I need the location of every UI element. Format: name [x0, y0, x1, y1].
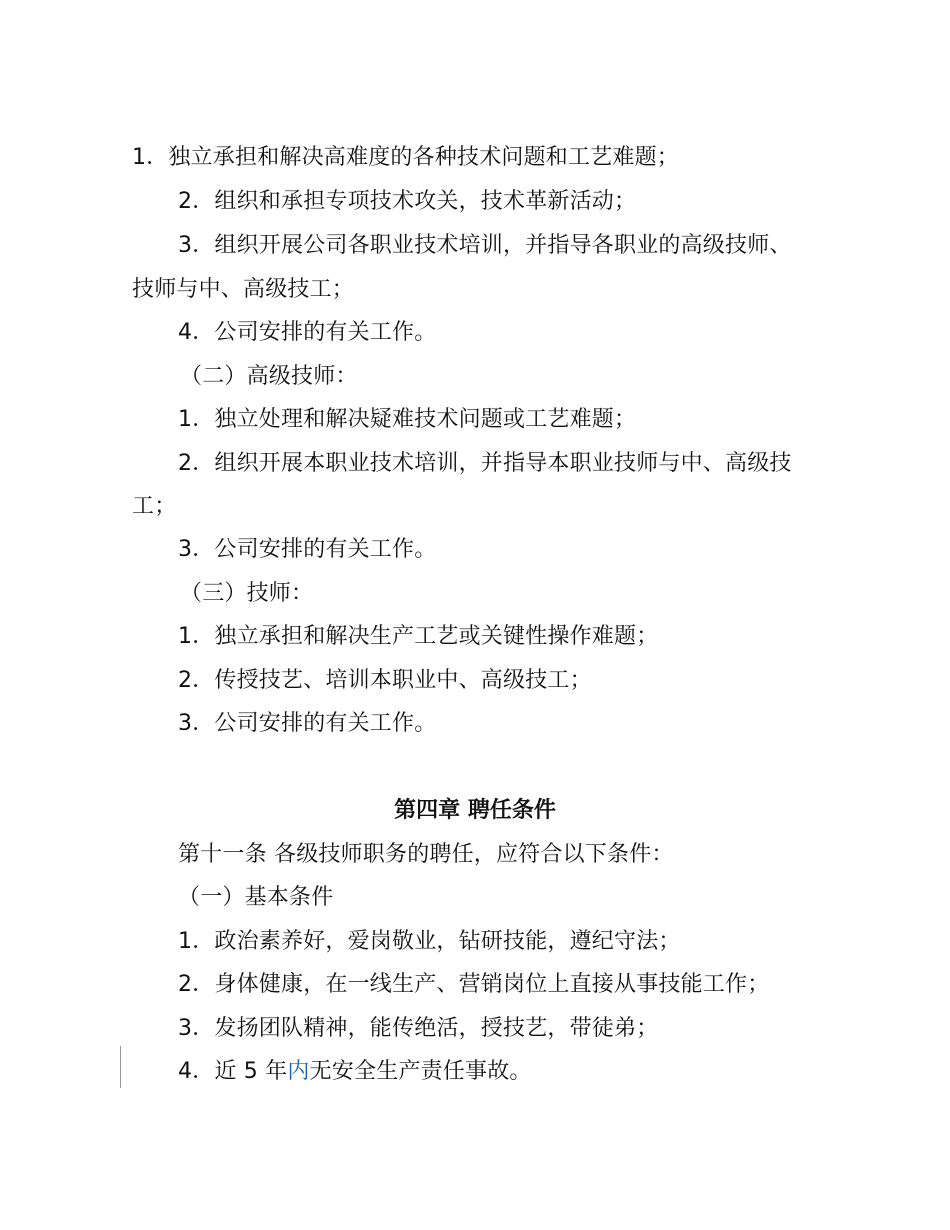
technician-duty-line-3: 3．公司安排的有关工作。: [178, 711, 437, 736]
duty-line-2: 2．组织和承担专项技术攻关，技术革新活动；: [178, 189, 637, 214]
condition-line-4-start: 4．近 5 年: [178, 1059, 288, 1084]
duty-line-4: 4．公司安排的有关工作。: [178, 320, 437, 345]
condition-line-3: 3．发扬团队精神，能传绝活，授技艺，带徒弟；: [178, 1016, 659, 1041]
revision-change-bar: [120, 1046, 121, 1088]
condition-line-1: 1．政治素养好，爱岗敬业，钻研技能，遵纪守法；: [178, 929, 681, 954]
chapter-heading: 第四章 聘任条件: [394, 798, 556, 823]
condition-line-2: 2．身体健康，在一线生产、营销岗位上直接从事技能工作；: [178, 972, 770, 997]
article-eleven: 第十一条 各级技师职务的聘任，应符合以下条件：: [178, 842, 674, 867]
senior-duty-line-1: 1．独立处理和解决疑难技术问题或工艺难题；: [178, 407, 637, 432]
tracked-change-word: 内: [287, 1059, 310, 1084]
senior-duty-line-2-continued: 工；: [132, 494, 177, 519]
section-basic-conditions: （一）基本条件: [178, 885, 334, 910]
technician-duty-line-1: 1．独立承担和解决生产工艺或关键性操作难题；: [178, 624, 659, 649]
duty-line-3-continued: 技师与中、高级技工；: [132, 277, 355, 302]
condition-line-4-end: 无安全生产责任事故。: [309, 1059, 532, 1084]
duty-line-1: 1．独立承担和解决高难度的各种技术问题和工艺难题；: [132, 145, 679, 170]
technician-duty-line-2: 2．传授技艺、培训本职业中、高级技工；: [178, 668, 592, 693]
section-technician: （三）技师：: [180, 581, 314, 606]
senior-duty-line-3: 3．公司安排的有关工作。: [178, 537, 437, 562]
senior-duty-line-2: 2．组织开展本职业技术培训，并指导本职业技师与中、高级技: [178, 451, 792, 476]
duty-line-3: 3．组织开展公司各职业技术培训，并指导各职业的高级技师、: [178, 233, 792, 258]
condition-line-4: [178, 1057, 532, 1087]
section-senior-technician: （二）高级技师：: [180, 364, 358, 389]
